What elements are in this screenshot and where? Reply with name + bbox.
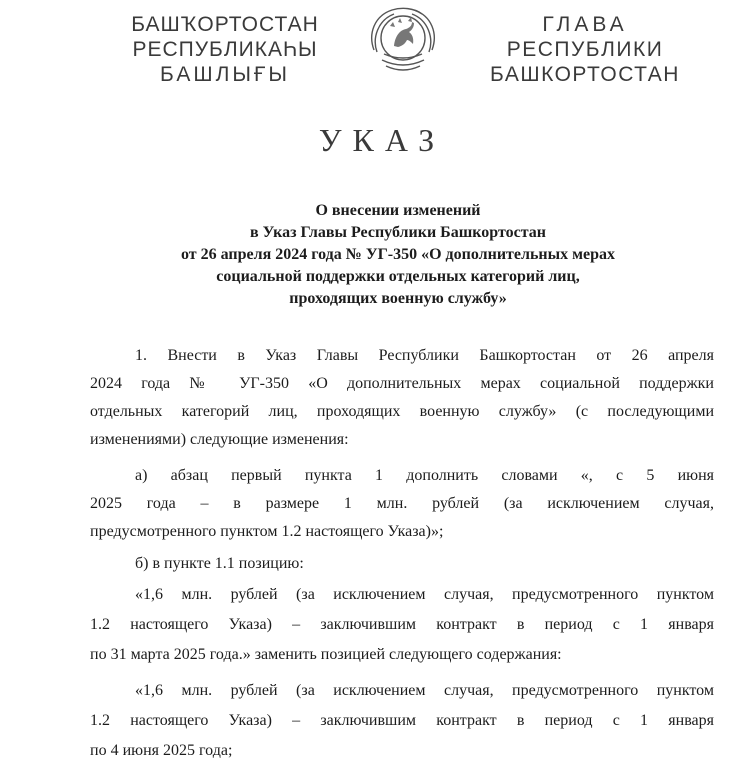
paragraph-line: 2025 года – в размере 1 млн. рублей (за исключением случая, <box>90 495 714 512</box>
paragraph-line: отдельных категорий лиц, проходящих военную службу» (с последующими <box>90 403 714 420</box>
paragraph-b <box>90 550 714 578</box>
paragraph-1 <box>90 342 714 454</box>
paragraph-line: 2024 года № УГ-350 «О дополнительных мерах социальной поддержки <box>90 375 714 392</box>
header-left-line: РЕСПУБЛИКАҺЫ <box>132 38 318 61</box>
paragraph-line: а) абзац первый пункта 1 дополнить словами «, с 5 июня <box>135 467 714 484</box>
document-subject <box>0 200 742 310</box>
header-right <box>470 12 700 87</box>
paragraph-line: предусмотренного пунктом 1.2 настоящего Указа)»; <box>90 523 444 540</box>
coat-of-arms-icon <box>362 2 444 82</box>
header-left-line: БАШЛЫҒЫ <box>160 63 290 86</box>
header-left-line: БАШҠОРТОСТАН <box>131 13 319 36</box>
paragraph-line: 1.2 настоящего Указа) – заключившим контракт в период с 1 января <box>90 616 714 633</box>
document-title: УКАЗ <box>318 122 446 158</box>
paragraph-line: изменениями) следующие изменения: <box>90 431 349 448</box>
paragraph-line: 1.2 настоящего Указа) – заключившим контракт в период с 1 января <box>90 712 714 729</box>
quote-new-position <box>90 676 714 766</box>
paragraph-line: «1,6 млн. рублей (за исключением случая, предусмотренного пунктом <box>135 586 714 603</box>
paragraph-line: по 31 марта 2025 года.» заменить позицией следующего содержания: <box>90 646 562 663</box>
subject-line: в Указ Главы Республики Башкортостан <box>250 224 546 241</box>
subject-line: проходящих военную службу» <box>289 290 507 307</box>
paragraph-line: «1,6 млн. рублей (за исключением случая, предусмотренного пунктом <box>135 682 714 699</box>
paragraph-line: 1. Внести в Указ Главы Республики Башкортостан от 26 апреля <box>135 347 714 364</box>
paragraph-line: по 4 июня 2025 года; <box>90 742 233 759</box>
header-right-line: РЕСПУБЛИКИ <box>506 38 664 61</box>
header-right-line: БАШКОРТОСТАН <box>490 63 680 86</box>
header-left <box>110 12 340 87</box>
header-right-line: ГЛАВА <box>542 13 628 36</box>
subject-line: О внесении изменений <box>315 202 481 219</box>
paragraph-a <box>90 462 714 546</box>
paragraph-line: б) в пункте 1.1 позицию: <box>135 555 304 572</box>
subject-line: социальной поддержки отдельных категорий лиц, <box>216 268 580 285</box>
subject-line: от 26 апреля 2024 года № УГ-350 «О дополнительных мерах <box>180 246 616 263</box>
quote-old-position <box>90 580 714 670</box>
